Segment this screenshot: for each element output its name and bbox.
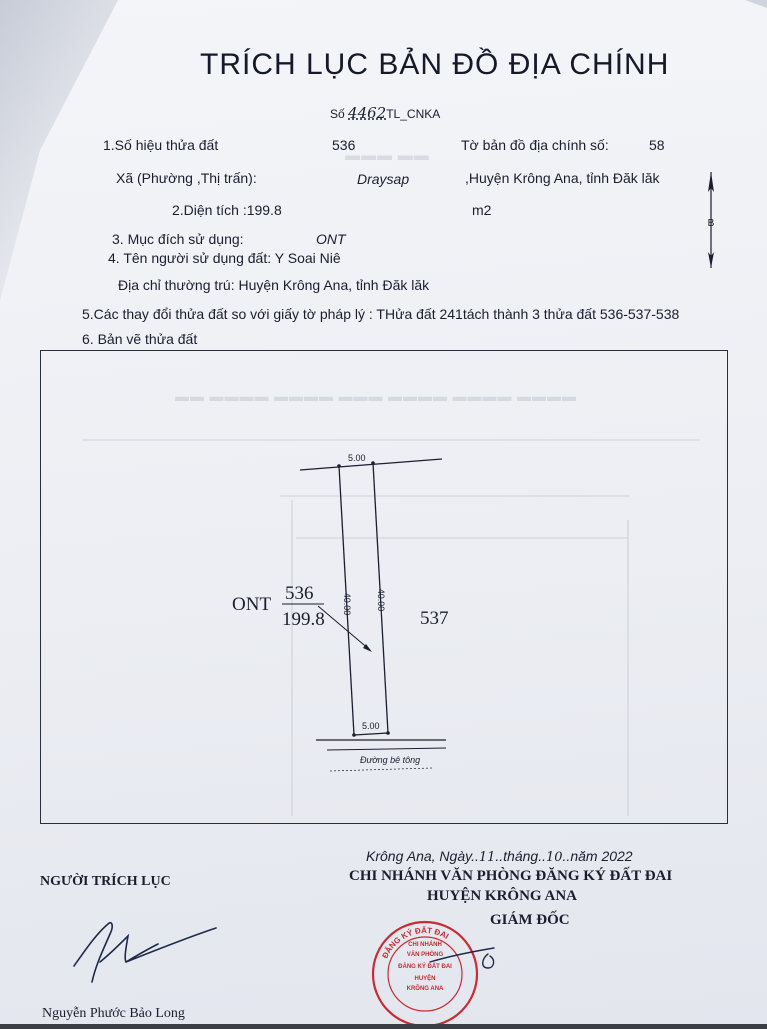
map-sheet-label: Tờ bản đồ địa chính số: bbox=[461, 137, 609, 153]
neighbor-parcel-label: 537 bbox=[420, 608, 449, 629]
director-title: GIÁM ĐỐC bbox=[490, 912, 570, 928]
parcel-number-plot-label: 536 bbox=[285, 583, 314, 604]
top-width-label: 5.00 bbox=[348, 453, 366, 463]
parcel-area-plot-label: 199.8 bbox=[282, 609, 325, 630]
address-value: Huyện Krông Ana, tỉnh Đăk lăk bbox=[238, 277, 430, 293]
left-length-label: 40.00 bbox=[342, 592, 352, 616]
land-type-label: ONT bbox=[232, 594, 272, 615]
changes-label: 5.Các thay đổi thửa đất so với giấy tờ pháp lý : bbox=[82, 306, 373, 322]
document-number-prefix: Số bbox=[330, 107, 345, 121]
document-number-suffix: TL_CNKA bbox=[386, 107, 441, 121]
extractor-label: NGƯỜI TRÍCH LỤC bbox=[40, 874, 171, 889]
area-value: 199.8 bbox=[246, 202, 282, 218]
parcel-number-value: 536 bbox=[332, 137, 356, 153]
issue-date-month-word: tháng bbox=[503, 848, 539, 864]
official-seal bbox=[370, 912, 510, 1029]
seal-line-4: HUYỆN bbox=[414, 976, 436, 982]
district-value: ,Huyện Krông Ana, tỉnh Đăk lăk bbox=[465, 170, 660, 186]
issue-date-place: Krông Ana, Ngày bbox=[366, 848, 472, 864]
address-label: Địa chỉ thường trú: bbox=[118, 277, 235, 293]
sketch-label: 6. Bản vẽ thửa đất bbox=[82, 331, 198, 347]
map-sheet-value: 58 bbox=[649, 137, 665, 153]
commune-value: Draysap bbox=[357, 171, 410, 187]
extractor-name: Nguyễn Phước Bảo Long bbox=[42, 1006, 185, 1021]
extractor-signature bbox=[66, 904, 226, 996]
issue-date: Krông Ana, Ngày..11..tháng..10..năm 2022 bbox=[366, 848, 633, 865]
svg-text:ĐĂNG KÝ ĐẤT ĐAI: ĐĂNG KÝ ĐẤT ĐAI bbox=[380, 925, 451, 960]
issue-date-year-word: năm bbox=[570, 848, 598, 864]
purpose-label: 3. Mục đích sử dụng: bbox=[112, 231, 244, 247]
issue-date-year: 2022 bbox=[601, 848, 633, 864]
road-label: Đường bê tông bbox=[360, 755, 421, 765]
north-arrow-letter: B bbox=[707, 218, 715, 229]
area-unit: m2 bbox=[472, 202, 492, 218]
right-length-label: 40.00 bbox=[376, 588, 386, 612]
seal-line-3: ĐĂNG KÝ ĐẤT ĐAI bbox=[398, 964, 452, 970]
changes-value: THửa đất 241tách thành 3 thửa đất 536-537-538 bbox=[376, 306, 680, 322]
seal-line-1: CHI NHÁNH bbox=[408, 942, 442, 948]
document-number-handwritten: 4462 bbox=[348, 104, 387, 122]
seal-line-5: KRÔNG ANA bbox=[406, 986, 444, 992]
area-label: 2.Diện tích : bbox=[172, 202, 247, 218]
owner-label: 4. Tên người sử dụng đất: bbox=[108, 250, 272, 266]
commune-label: Xã (Phường ,Thị trấn): bbox=[116, 170, 257, 186]
office-name-line2: HUYỆN KRÔNG ANA bbox=[427, 888, 578, 904]
issue-date-month: 10 bbox=[546, 850, 563, 865]
document-title: TRÍCH LỤC BẢN ĐỒ ĐỊA CHÍNH bbox=[200, 48, 670, 81]
purpose-value: ONT bbox=[316, 231, 346, 247]
office-name-line1: CHI NHÁNH VĂN PHÒNG ĐĂNG KÝ ĐẤT ĐAI bbox=[349, 868, 673, 884]
parcel-number-label: 1.Số hiệu thửa đất bbox=[103, 137, 219, 153]
owner-value: Y Soai Niê bbox=[274, 250, 341, 266]
bottom-width-label: 5.00 bbox=[362, 721, 380, 731]
issue-date-day: 11 bbox=[478, 850, 496, 865]
seal-line-2: VĂN PHÒNG bbox=[406, 952, 444, 958]
